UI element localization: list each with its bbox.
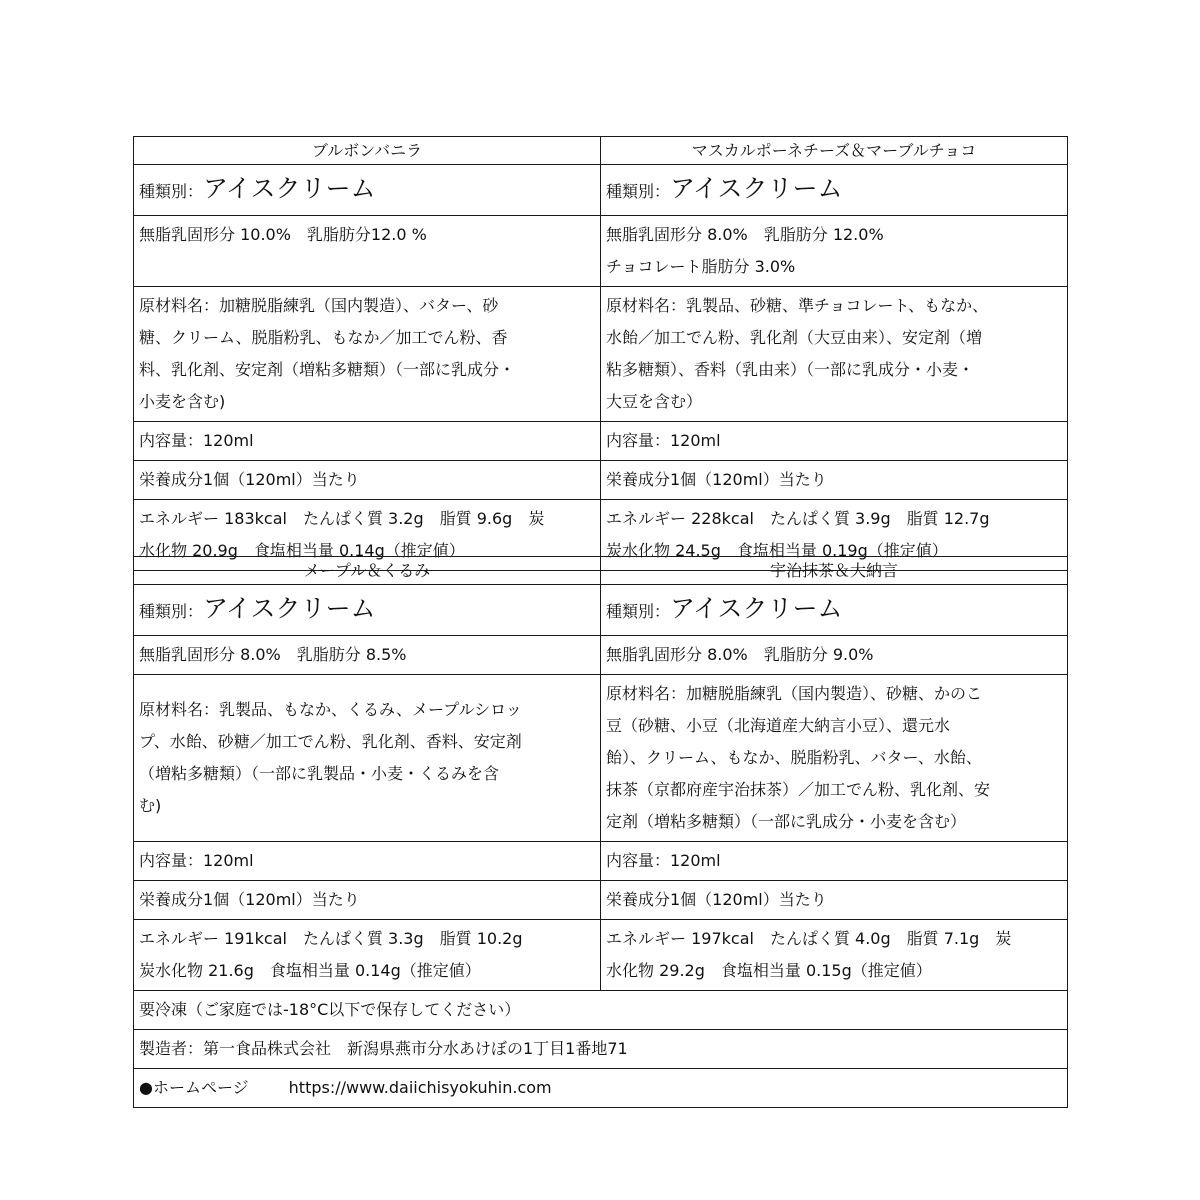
kind-cell <box>134 585 601 636</box>
nutrition-line: 炭水化物 21.6g 食塩相当量 0.14g（推定値） <box>139 961 481 980</box>
volume-cell <box>134 842 601 881</box>
kind-value: アイスクリーム <box>203 174 376 203</box>
volume: 内容量：120ml <box>139 431 254 450</box>
nutrition-line: エネルギー 183kcal たんぱく質 3.2g 脂質 9.6g 炭 <box>139 509 545 528</box>
solids-line: 無脂乳固形分 10.0% 乳脂肪分12.0 % <box>139 225 427 244</box>
solids-cell <box>601 216 1068 287</box>
kind-cell <box>601 165 1068 216</box>
solids-cell <box>134 216 601 287</box>
product-name: ブルボンバニラ <box>311 141 423 160</box>
ingredients-line: （増粘多糖類）（一部に乳製品・小麦・くるみを含 <box>139 764 500 783</box>
volume-cell <box>601 422 1068 461</box>
nutrition-header: 栄養成分1個（120ml）当たり <box>139 890 360 909</box>
nutrition-line: 炭水化物 24.5g 食塩相当量 0.19g（推定値） <box>606 541 948 560</box>
volume: 内容量：120ml <box>606 431 721 450</box>
homepage-label: ●ホームページ <box>139 1078 249 1097</box>
manufacturer: 製造者：第一食品株式会社 新潟県燕市分水あけぼの1丁目1番地71 <box>139 1039 628 1058</box>
nutrition-header: 栄養成分1個（120ml）当たり <box>606 470 827 489</box>
nutrition-header: 栄養成分1個（120ml）当たり <box>139 470 360 489</box>
nutrition-line: エネルギー 191kcal たんぱく質 3.3g 脂質 10.2g <box>139 929 523 948</box>
kind-label: 種類別： <box>139 602 204 621</box>
ingredients-line: 定剤（増粘多糖類）（一部に乳成分・小麦を含む） <box>606 812 967 831</box>
solids-cell <box>601 636 1068 675</box>
nutrition-header-cell <box>601 461 1068 500</box>
kind-value: アイスクリーム <box>670 594 843 623</box>
nutrition-header-cell <box>134 881 601 920</box>
homepage-link[interactable]: https://www.daiichisyokuhin.com <box>288 1078 552 1097</box>
ingredients-cell <box>601 287 1068 422</box>
product-name-cell <box>134 557 601 585</box>
solids-line: 無脂乳固形分 8.0% 乳脂肪分 8.5% <box>139 645 407 664</box>
solids-line: 無脂乳固形分 8.0% 乳脂肪分 12.0% <box>606 225 884 244</box>
product-name: マスカルポーネチーズ＆マーブルチョコ <box>691 141 977 160</box>
nutrition-line: 水化物 20.9g 食塩相当量 0.14g（推定値） <box>139 541 465 560</box>
nutrition-header-cell <box>134 461 601 500</box>
ingredients-cell <box>134 287 601 422</box>
product-name-cell <box>601 137 1068 165</box>
nutrition-line: エネルギー 228kcal たんぱく質 3.9g 脂質 12.7g <box>606 509 990 528</box>
volume-cell <box>134 422 601 461</box>
solids-line: チョコレート脂肪分 3.0% <box>606 257 796 276</box>
nutrition-line: エネルギー 197kcal たんぱく質 4.0g 脂質 7.1g 炭 <box>606 929 1012 948</box>
kind-label: 種類別： <box>139 182 204 201</box>
ingredients-cell <box>134 675 601 842</box>
product-name-cell <box>601 557 1068 585</box>
volume: 内容量：120ml <box>606 851 721 870</box>
kind-value: アイスクリーム <box>670 174 843 203</box>
nutrition-header: 栄養成分1個（120ml）当たり <box>606 890 827 909</box>
ingredients-line: 原材料名：乳製品、もなか、くるみ、メープルシロッ <box>139 700 522 719</box>
ingredients-line: 豆（砂糖、小豆（北海道産大納言小豆）、還元水 <box>606 716 951 735</box>
kind-label: 種類別： <box>606 602 671 621</box>
nutrition-cell <box>601 920 1068 991</box>
nutrition-cell <box>134 920 601 991</box>
product-name-cell <box>134 137 601 165</box>
solids-cell <box>134 636 601 675</box>
ingredients-line: 原材料名：加糖脱脂練乳（国内製造）、バター、砂 <box>139 296 499 315</box>
product-name: 宇治抹茶＆大納言 <box>769 561 898 580</box>
kind-cell <box>134 165 601 216</box>
ingredients-line: 原材料名：加糖脱脂練乳（国内製造）、砂糖、かのこ <box>606 684 983 703</box>
nutrition-header-cell <box>601 881 1068 920</box>
ingredients-cell <box>601 675 1068 842</box>
ingredients-line: 料、乳化剤、安定剤（増粘多糖類）（一部に乳成分・ <box>139 360 516 379</box>
kind-cell <box>601 585 1068 636</box>
ingredients-line: 原材料名：乳製品、砂糖、準チョコレート、もなか、 <box>606 296 989 315</box>
product-table-bottom <box>133 556 1068 1108</box>
ingredients-line: 飴）、クリーム、もなか、脱脂粉乳、バター、水飴、 <box>606 748 982 767</box>
ingredients-line: 大豆を含む） <box>606 392 703 411</box>
product-table-top <box>133 136 1068 571</box>
volume-cell <box>601 842 1068 881</box>
solids-line: 無脂乳固形分 8.0% 乳脂肪分 9.0% <box>606 645 874 664</box>
ingredients-line: 糖、クリーム、脱脂粉乳、もなか／加工でん粉、香 <box>139 328 508 347</box>
product-name: メープル＆くるみ <box>303 561 431 580</box>
ingredients-line: 粘多糖類）、香料（乳由来）（一部に乳成分・小麦・ <box>606 360 975 379</box>
ingredients-line: 小麦を含む) <box>139 392 226 411</box>
ingredients-line: 抹茶（京都府産宇治抹茶）／加工でん粉、乳化剤、安 <box>606 780 991 799</box>
ingredients-line: プ、水飴、砂糖／加工でん粉、乳化剤、香料、安定剤 <box>139 732 522 751</box>
homepage-cell <box>134 1069 1068 1108</box>
manufacturer-cell <box>134 1030 1068 1069</box>
nutrition-line: 水化物 29.2g 食塩相当量 0.15g（推定値） <box>606 961 932 980</box>
ingredients-line: む) <box>139 796 162 815</box>
storage-note: 要冷凍（ご家庭では-18°C以下で保存してください） <box>139 1000 521 1019</box>
kind-label: 種類別： <box>606 182 671 201</box>
kind-value: アイスクリーム <box>203 594 376 623</box>
volume: 内容量：120ml <box>139 851 254 870</box>
storage-cell <box>134 991 1068 1030</box>
ingredients-line: 水飴／加工でん粉、乳化剤（大豆由来）、安定剤（増 <box>606 328 983 347</box>
